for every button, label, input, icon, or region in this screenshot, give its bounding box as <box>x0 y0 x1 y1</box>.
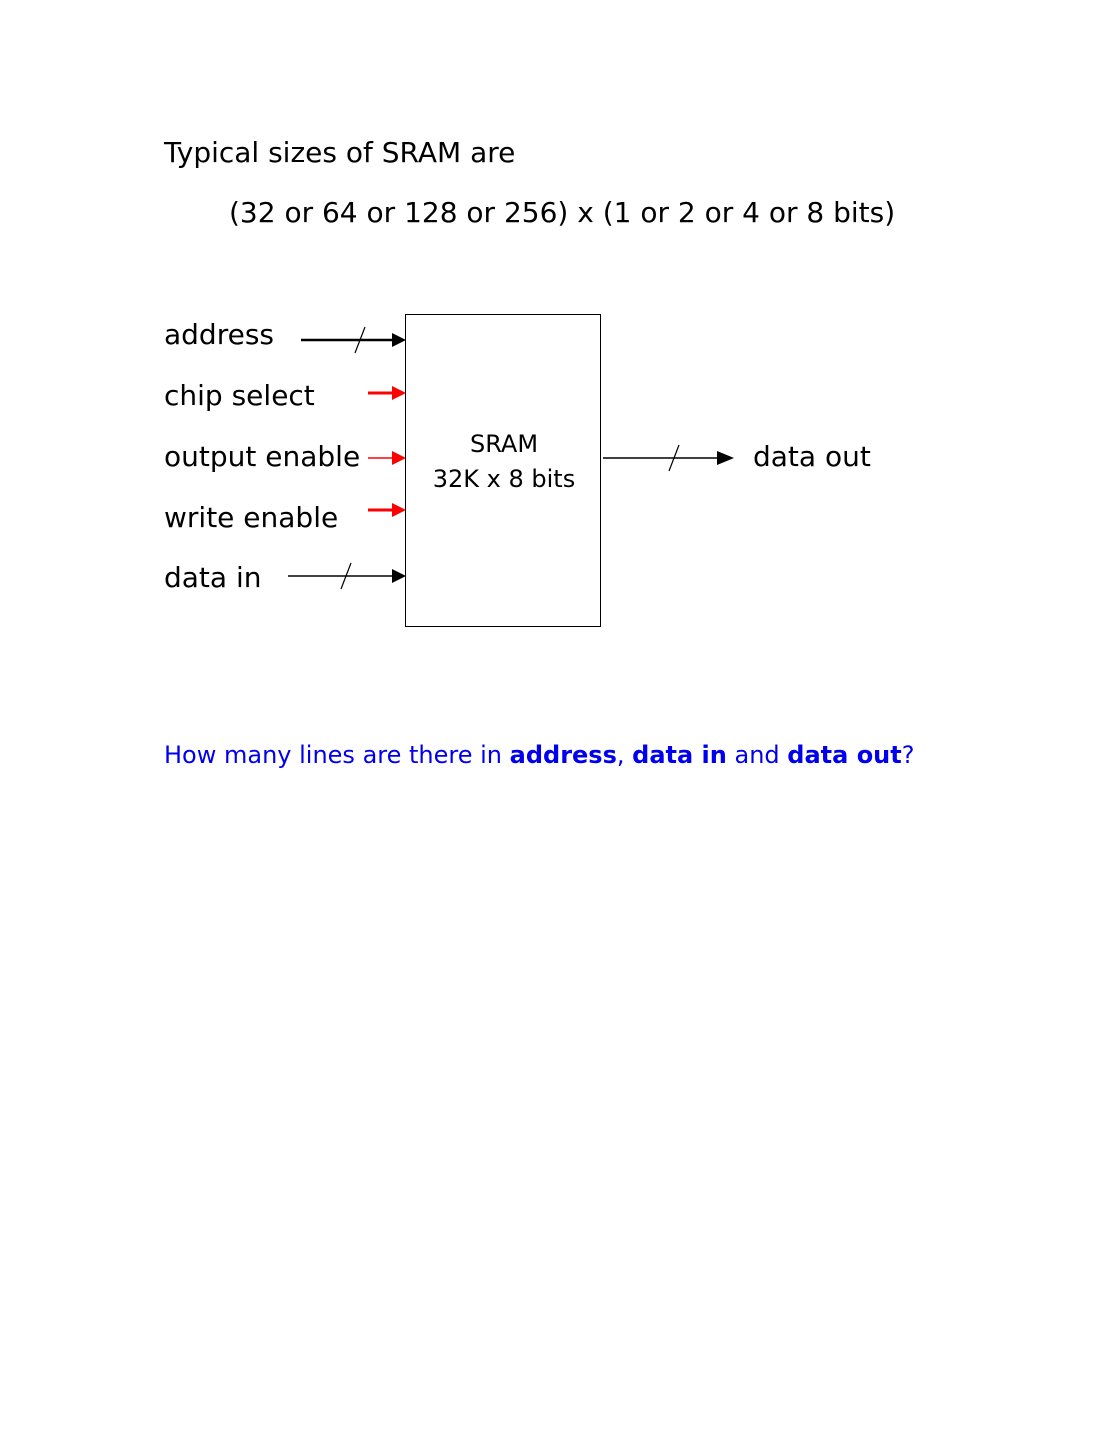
data-out-bus-arrow <box>603 445 734 471</box>
question-term-address: address <box>509 741 617 769</box>
data-in-label: data in <box>164 561 262 594</box>
heading: Typical sizes of SRAM are <box>164 136 516 169</box>
chip-select-arrow <box>368 386 406 400</box>
question <box>164 743 915 767</box>
sram-block-size: 32K x 8 bits <box>432 465 576 493</box>
question-term-data-in: data in <box>632 741 727 769</box>
write-enable-arrow <box>368 503 406 517</box>
write-enable-label: write enable <box>164 501 339 534</box>
question-separator: , <box>616 741 633 769</box>
question-mark: ? <box>901 741 915 769</box>
data-in-bus-arrow <box>288 563 406 589</box>
sram-block-name: SRAM <box>469 430 539 458</box>
question-separator: and <box>726 741 788 769</box>
address-bus-arrow <box>301 327 406 353</box>
output-enable-label: output enable <box>164 440 361 473</box>
chip-select-label: chip select <box>164 379 315 412</box>
sram-sizes-formula: (32 or 64 or 128 or 256) x (1 or 2 or 4 or 8 bits) <box>229 196 896 229</box>
output-enable-arrow <box>368 451 406 465</box>
question-text: How many lines are there in <box>164 741 510 769</box>
data-out-label: data out <box>753 440 871 473</box>
question-term-data-out: data out <box>787 741 902 769</box>
address-label: address <box>164 318 275 351</box>
